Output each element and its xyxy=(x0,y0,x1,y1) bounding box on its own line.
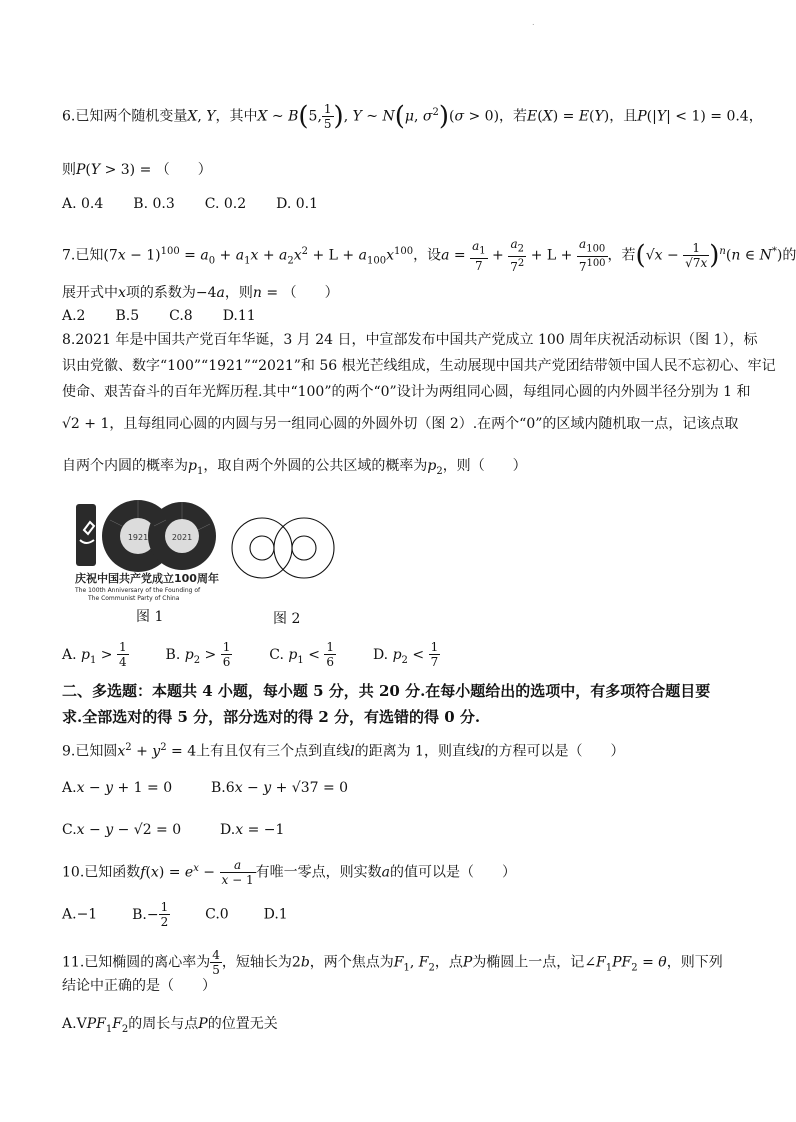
q11-line2: 结论中正确的是（ ） xyxy=(62,978,216,994)
q8-option-c[interactable]: C. $p_1$ < $\frac{1}{6}$ xyxy=(269,640,335,669)
q10-stem: 10.已知函数$f(x) = e^x$ − $\frac{a}{x - 1}$ 有唯一零点，则实数a的值可以是（ ） xyxy=(62,858,516,887)
q7-option-c[interactable]: C.8 xyxy=(169,308,193,324)
logo-year-2021: 2021 xyxy=(171,533,193,542)
cpc-100th-logo xyxy=(70,490,220,605)
q8-option-d[interactable]: D. $p_2$ < $\frac{1}{7}$ xyxy=(372,640,439,669)
q9-option-a[interactable]: A.x − y + 1 = 0 xyxy=(62,780,173,796)
q9-options-cd xyxy=(62,820,742,840)
figure-2-label: 图 2 xyxy=(273,611,301,627)
q6-option-a[interactable]: A. 0.4 xyxy=(62,196,104,212)
section-2-instructions-1: 二、多选题：本题共 4 小题，每小题 5 分，共 20 分.在每小题给出的选项中，有多项符合题目要 xyxy=(62,682,711,700)
q7-option-b[interactable]: B.5 xyxy=(115,308,140,324)
q8-text-1: 8.2021 年是中国共产党百年华诞，3 月 24 日，中宣部发布中国共产党成立 100 周年庆祝活动标识（图 1），标 xyxy=(62,332,758,348)
q10-option-b[interactable]: B.− $\frac{1}{2}$ xyxy=(132,900,169,929)
right-outer-circle xyxy=(274,518,334,578)
logo-caption-cn: 庆祝中国共产党成立100周年 xyxy=(75,572,219,585)
figure-1-label: 图 1 xyxy=(136,609,164,625)
q6-option-d[interactable]: D. 0.1 xyxy=(276,196,319,212)
q10-option-a[interactable]: A.−1 xyxy=(62,906,98,923)
q8-text-4: √2 + 1，且每组同心圆的内圆与另一组同心圆的外圆外切（图 2）.在两个“0”的区域内随机取一点，记该点取 xyxy=(62,416,739,432)
q8-option-b[interactable]: B. $p_2$ > $\frac{1}{6}$ xyxy=(165,640,231,669)
top-mark: . xyxy=(532,18,535,27)
q11-stem: 11.已知椭圆的离心率为 $\frac{4}{5}$ ，短轴长为2b，两个焦点为$F_1$, $F_2$，点P为椭圆上一点，记$\angle F_1PF_2 = \theta$，则下列 xyxy=(62,948,723,977)
q9-option-d[interactable]: D.x = −1 xyxy=(220,822,285,838)
left-inner-circle xyxy=(250,536,274,560)
q9-stem: 9.已知圆$x^2 + y^2 = 4$上有且仅有三个点到直线l的距离为 1，则直线l的方程可以是（ ） xyxy=(62,742,625,760)
q9-options-ab xyxy=(62,778,742,798)
q6-line2: 则P(Y > 3) = （ ） xyxy=(62,162,212,178)
q8-options xyxy=(62,640,742,670)
q11-option-a[interactable]: $A.VPF_1F_2$的周长与点P的位置无关 xyxy=(62,1016,278,1035)
q10-options xyxy=(62,900,742,929)
q6-stem: 6.已知两个随机变量X, Y，其中X ~ B(5, $\frac{1}{5}$ ), Y ~ N(μ, $\sigma^2)(\sigma > 0)$，若E(X) = E(Y)，且P(|Y| < 1) = 0.4， xyxy=(62,101,763,132)
logo-caption-en-1: The 100th Anniversary of the Founding of xyxy=(75,587,201,594)
section-2-instructions-2: 求.全部选对的得 5 分，部分选对的得 2 分，有选错的得 0 分. xyxy=(62,708,481,726)
logo-caption-en-2: The Communist Party of China xyxy=(88,595,180,602)
concentric-circles-figure xyxy=(228,496,344,604)
q8-text-3: 使命、艰苦奋斗的百年光辉历程.其中“100”的两个“0”设计为两组同心圆，每组同心圆的内外圆半径分别为 1 和 xyxy=(62,384,751,400)
q8-text-2: 识由党徽、数字“100”“1921”“2021”和 56 根光芒线组成，生动展现中国共产党团结带领中国人民不忘初心、牢记 xyxy=(62,358,776,374)
q9-option-b[interactable]: B.6x − y + √37 = 0 xyxy=(211,780,349,796)
q7-line2: 展开式中x项的系数为−4a，则n = （ ） xyxy=(62,285,339,301)
q7-option-a[interactable]: A.2 xyxy=(62,308,86,324)
right-inner-circle xyxy=(292,536,316,560)
q10-option-c[interactable]: C.0 xyxy=(205,906,229,923)
q6-option-b[interactable]: B. 0.3 xyxy=(133,196,175,212)
q8-option-a[interactable]: A. $p_1$ > $\frac{1}{4}$ xyxy=(62,640,127,669)
q10-option-d[interactable]: D.1 xyxy=(263,906,288,923)
q8-text-5: 自两个内圆的概率为$p_1$，取自两个外圆的公共区域的概率为$p_2$，则（ ） xyxy=(62,458,527,477)
q7-stem: 7.已知$(7x - 1)^{100} = a_0 + a_1x + a_2x^2 + L + a_{100}x^{100}$，设a = $\frac{a_1}{7}$ + $\frac{a_2}{7^2}$ + L + $\frac{a_{100}}{7^{100}}$ ，若(√x − $\frac{1}{√7x}$ )$^n$(n ∈ N*)的 xyxy=(62,237,796,275)
logo-year-1921: 1921 xyxy=(127,533,149,542)
q7-options xyxy=(62,306,742,326)
q9-option-c[interactable]: C.x − y − √2 = 0 xyxy=(62,822,182,838)
q6-option-c[interactable]: C. 0.2 xyxy=(204,196,247,212)
q6-options xyxy=(62,194,742,214)
q7-option-d[interactable]: D.11 xyxy=(222,308,256,324)
